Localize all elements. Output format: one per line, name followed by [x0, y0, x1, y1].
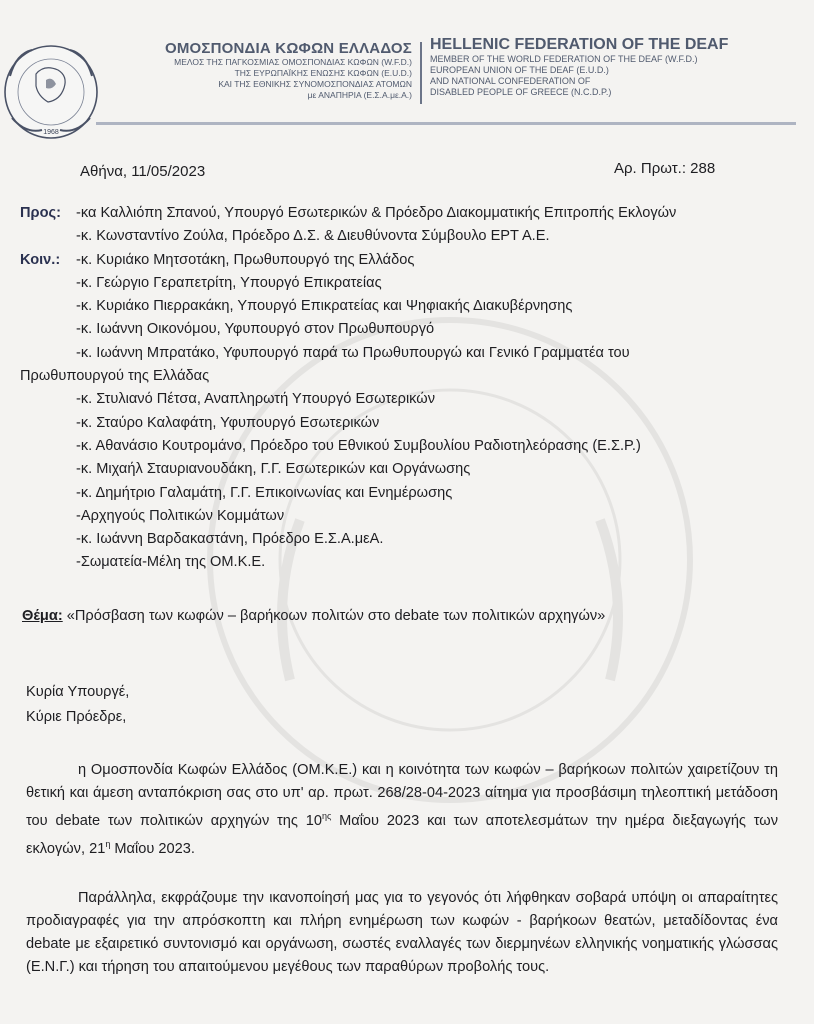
- header-greek: [112, 40, 412, 101]
- cc-text: -κ. Ιωάννη Μπρατάκο, Υφυπουργό παρά τω Πρωθυπουργώ και Γενικό Γραμματέα του: [76, 344, 630, 361]
- federation-name-english: HELLENIC FEDERATION OF THE DEAF: [430, 36, 729, 53]
- greek-affiliation-line: ΚΑΙ ΤΗΣ ΕΘΝΙΚΗΣ ΣΥΝΟΜΟΣΠΟΝΔΙΑΣ ΑΤΟΜΩΝ: [218, 79, 412, 89]
- greek-affiliation-line: ΜΕΛΟΣ ΤΗΣ ΠΑΓΚΟΣΜΙΑΣ ΟΜΟΣΠΟΝΔΙΑΣ ΚΩΦΩΝ (W.F.D.): [174, 57, 412, 67]
- cc-text: -Αρχηγούς Πολιτικών Κομμάτων: [76, 507, 285, 524]
- cc-line: [20, 249, 810, 272]
- recipients-block: [20, 202, 810, 575]
- cc-line: [20, 295, 810, 318]
- cc-line: [20, 505, 810, 528]
- cc-line: [20, 412, 810, 435]
- letter-date: Αθήνα, 11/05/2023: [80, 163, 206, 180]
- header-rule: [96, 122, 796, 125]
- cc-text: -κ. Μιχαήλ Σταυριανουδάκη, Γ.Γ. Εσωτερικών και Οργάνωσης: [76, 461, 471, 478]
- paragraph-text: Μαΐου 2023.: [110, 840, 195, 857]
- english-affiliation-line: DISABLED PEOPLE OF GREECE (N.C.D.P.): [430, 87, 612, 97]
- ordinal-suffix: η: [105, 838, 111, 849]
- cc-line: [20, 272, 810, 295]
- cc-line: [20, 435, 810, 458]
- federation-name-greek: ΟΜΟΣΠΟΝΔΙΑ ΚΩΦΩΝ ΕΛΛΑΔΟΣ: [164, 40, 412, 57]
- english-affiliation-line: EUROPEAN UNION OF THE DEAF (E.U.D.): [430, 65, 609, 75]
- ordinal-suffix: ης: [321, 811, 332, 821]
- cc-line: [20, 365, 810, 388]
- greek-affiliation-line: με ΑΝΑΠΗΡΙΑ (Ε.Σ.Α.με.Α.): [307, 90, 412, 100]
- recipient-line: [20, 225, 810, 248]
- header-english: [430, 36, 810, 98]
- recipient-text: -κα Καλλιόπη Σπανού, Υπουργό Εσωτερικών & Πρόεδρο Διακομματικής Επιτροπής Εκλογών: [76, 205, 677, 221]
- recipient-line: [20, 202, 810, 225]
- cc-text: -κ. Δημήτριο Γαλαμάτη, Γ.Γ. Επικοινωνίας και Ενημέρωσης: [76, 484, 453, 501]
- federation-logo: [2, 30, 100, 148]
- cc-line: [20, 318, 810, 341]
- body-paragraph: [26, 759, 778, 861]
- subject-label: Θέμα:: [22, 608, 63, 624]
- to-label: Προς:: [20, 205, 61, 221]
- cc-text: -κ. Ιωάννη Βαρδακαστάνη, Πρόεδρο Ε.Σ.Α.μεΑ.: [76, 531, 384, 548]
- english-affiliation-line: MEMBER OF THE WORLD FEDERATION OF THE DEAF (W.F.D.): [430, 54, 698, 64]
- cc-text: -Σωματεία-Μέλη της ΟΜ.Κ.Ε.: [76, 554, 266, 571]
- salutation-line: Κυρία Υπουργέ,: [26, 684, 130, 700]
- protocol-number: Αρ. Πρωτ.: 288: [614, 160, 716, 177]
- greek-affiliation-line: ΤΗΣ ΕΥΡΩΠΑΪΚΗΣ ΕΝΩΣΗΣ ΚΩΦΩΝ (E.U.D.): [234, 68, 412, 78]
- cc-label: Κοιν.:: [20, 251, 61, 268]
- english-affiliation-line: AND NATIONAL CONFEDERATION OF: [430, 76, 591, 86]
- cc-line: [20, 388, 810, 411]
- salutation-line: Κύριε Πρόεδρε,: [26, 709, 127, 725]
- logo-year: 1968: [43, 129, 59, 136]
- cc-line: [20, 458, 810, 481]
- cc-text: -κ. Αθανάσιο Κουτρομάνο, Πρόεδρο του Εθνικού Συμβουλίου Ραδιοτηλεόρασης (Ε.Σ.Ρ.): [76, 437, 641, 454]
- cc-text: -κ. Ιωάννη Οικονόμου, Υφυπουργό στον Πρωθυπουργό: [76, 321, 435, 338]
- header-divider: [420, 42, 422, 104]
- cc-line: [20, 551, 810, 574]
- cc-text: -κ. Στυλιανό Πέτσα, Αναπληρωτή Υπουργό Εσωτερικών: [76, 391, 435, 408]
- cc-text: -κ. Κυριάκο Μητσοτάκη, Πρωθυπουργό της Ελλάδος: [76, 251, 415, 268]
- cc-text: -κ. Γεώργιο Γεραπετρίτη, Υπουργό Επικρατείας: [76, 274, 382, 291]
- cc-text: -κ. Κυριάκο Πιερρακάκη, Υπουργό Επικρατείας και Ψηφιακής Διακυβέρνησης: [76, 298, 573, 315]
- subject-text: «Πρόσβαση των κωφών – βαρήκοων πολιτών στο debate των πολιτικών αρχηγών»: [66, 608, 606, 624]
- cc-text: -κ. Σταύρο Καλαφάτη, Υφυπουργό Εσωτερικών: [76, 414, 380, 431]
- cc-line: [20, 482, 810, 505]
- paragraph-text: η Ομοσπονδία Κωφών Ελλάδος (ΟΜ.Κ.Ε.) και η κοινότητα των κωφών – βαρήκοων πολιτών χαιρετίζουν τη θετική και άμεση ανταπόκριση σας στο υπ' αρ. πρωτ. 268/28-04-2023 αίτημα για προσβάσιμη τηλεοπτική μετάδοση του debate των πολιτικών αρχηγών της 10: [26, 762, 778, 829]
- cc-text-continuation: Πρωθυπουργού της Ελλάδας: [20, 368, 210, 385]
- paragraph-text: Μαΐου 2023 και των αποτελεσμάτων την ημέρα διεξαγωγής των εκλογών, 21: [26, 812, 779, 857]
- cc-line: [20, 342, 810, 365]
- cc-line: [20, 528, 810, 551]
- subject-line: [22, 608, 605, 624]
- body-paragraph: Παράλληλα, εκφράζουμε την ικανοποίησή μας για το γεγονός ότι λήφθηκαν σοβαρά υπόψη οι απαραίτητες προδιαγραφές για την απρόσκοπτη και πλήρη ενημέρωση των κωφών - βαρήκοων θεατών, μεταδίδοντας ένα debate με εξαιρετικό συντονισμό και οργάνωση, σωστές εναλλαγές των διερμηνέων ελληνικής νοηματικής γλώσσας (Ε.Ν.Γ.) και τήρηση του απαιτούμενου μεγέθους των παραθύρων προβολής τους.: [26, 890, 778, 975]
- recipient-text: -κ. Κωνσταντίνο Ζούλα, Πρόεδρο Δ.Σ. & Διευθύνοντα Σύμβουλο ΕΡΤ Α.Ε.: [76, 228, 550, 245]
